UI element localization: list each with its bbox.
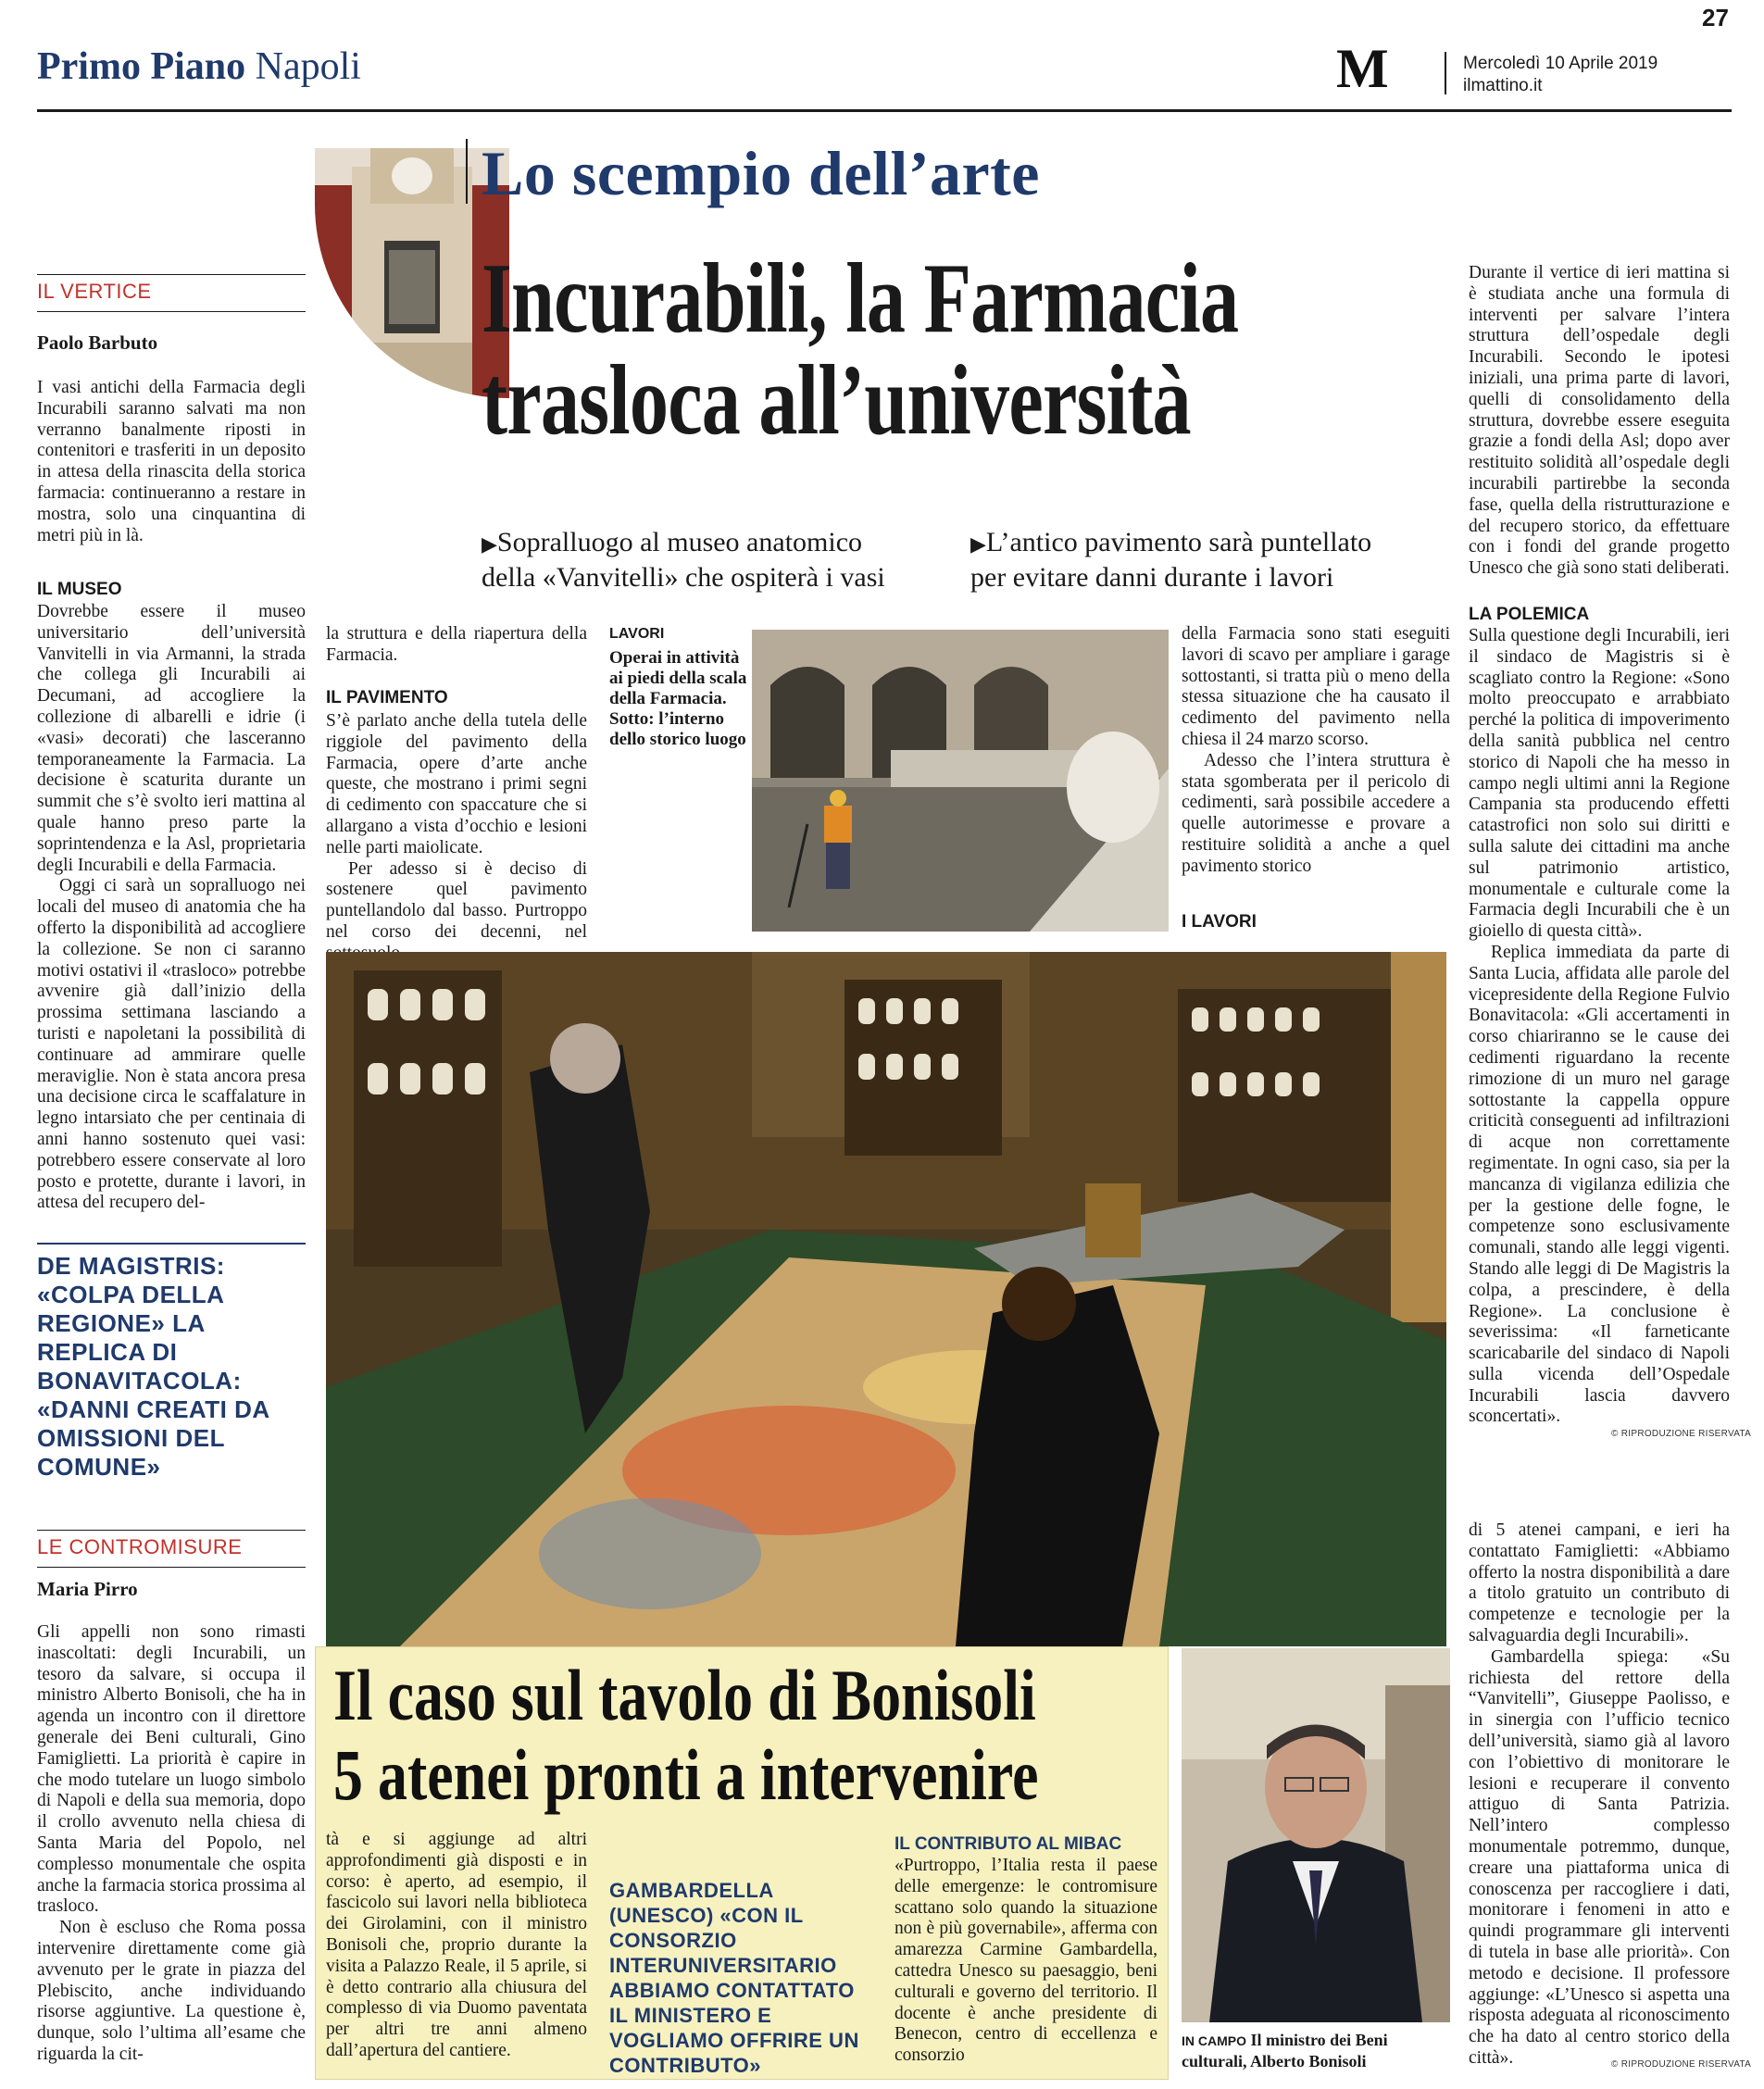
deck-left-line1: Sopralluogo al museo anatomico — [496, 527, 863, 557]
paragraph: Dovrebbe essere il museo universitario dell’università Vanvitelli in via Armanni, la strada che collega gli Incurabili ai Decumani, ad accogliere la collezione di albarelli e idrie (i «vasi» decorati) che lasceranno temporaneamente la Farmacia. La decisione è scaturita durante un summit che s’è svolto ieri mattina al quale hanno preso parte la soprintendenza e la Asl, proprietaria degli Incurabili e della Farmacia. — [37, 602, 306, 875]
deck-right — [970, 526, 1371, 594]
paragraph: Non è escluso che Roma possa intervenire direttamente come già avvenuto per le grate in piazza del Plebiscito, anche individuando risorse aggiuntive. La questione è, dunque, solo l’ultima all’esame che riguarda la cit- — [37, 1918, 306, 2064]
copyright-notice: © RIPRODUZIONE RISERVATA — [1611, 1429, 1752, 1439]
subhead-mibac: IL CONTRIBUTO AL MIBAC — [895, 1834, 1122, 1854]
copyright-notice: © RIPRODUZIONE RISERVATA — [1611, 2059, 1752, 2070]
triangle-bullet-icon: ▶ — [970, 532, 986, 556]
paragraph: Gambardella spiega: «Su richiesta del rettore della “Vanvitelli”, Giuseppe Paolisso, e in sinergia con l’ufficio tecnico dell’università, siamo già al lavoro con l’obiettivo di monitorare le lesioni e recuperare il convento attiguo di Santa Patrizia. Nell’intero complesso monumentale potremmo, dunque, creare una piattaforma unica di conoscenza per raccogliere i dati, monitorare i fenomeni in atto e quindi programmare gli interventi di tutela in base alle priorità». Con metodo e decisione. Il professore aggiunge: «L’Unesco si aspetta una risposta adeguata al riconoscimento che ha dato al centro storico della città». — [1469, 1646, 1730, 2068]
paragraph: Gli appelli non sono rimasti inascoltati: degli Incurabili, un tesoro da salvare, si occupa il ministro Alberto Bonisoli, che ha in agenda un incontro con il direttore generale dei Beni culturali, Gino Famiglietti. La priorità è capire in che modo tutelare un luogo simbolo di Napoli e della sua memoria, dopo il crollo avvenuto nella chiesa di Santa Maria del Popolo, nel complesso monumentale che ospita anche la farmacia storica prossima al trasloco. — [37, 1622, 306, 1917]
subhead-pavimento: IL PAVIMENTO — [326, 688, 448, 707]
section-primary: Primo Piano — [37, 45, 246, 88]
paragraph: «Purtroppo, l’Italia resta il paese delle emergenze: le contromisure scattano solo quando la situazione non è più governabile», afferma con amarezza Carmine Gambardella, cattedra Unesco su paesaggio, beni culturali e governo del territorio. Il docente è anche presidente di Benecon, centro di eccellenza e consorzio — [895, 1856, 1157, 2066]
kicker-rule — [37, 1567, 306, 1568]
paragraph: Sulla questione degli Incurabili, ieri il sindaco de Magistris si è scagliato contro la Regione: «Sono molto preoccupato e arrabbiato perché la politica di impoverimento della sanità pubblica nel centro storico di Napoli che ha messo in campo negli ultimi anni la Regione Campania sta producendo effetti catastrofici non solo sui diritti e sulla salute dei cittadini ma anche sul patrimonio artistico, monumentale e culturale come la Farmacia degli Incurabili che è un gioiello di questa città». — [1469, 626, 1730, 942]
article2-column-4 — [1469, 1520, 1730, 2070]
paragraph: Replica immediata da parte di Santa Lucia, affidata alle parole del vicepresidente della Regione Fulvio Bonavitacola: «Gli accertamenti in corso chiariranno se le cause dei cedimenti riguardano la recente rimozione di un muro nel garage sottostante la cappella oppure criticità conseguenti ad infiltrazioni di acque non correttamente regimentate. In ogni caso, sia per la mancanza di vigilanza edilizia che per la gestione delle fogne, le competenze sono esclusivamente comunali, stando alle leggi vigenti. Stando alle leggi di De Magistris la colpa, a prescindere, è della Regione». La conclusione è severissima: «Il farneticante scaricabarile del sindaco di Napoli sulla vicenda dell’Ospedale Incurabili lascia davvero sconcertati». — [1469, 942, 1730, 1427]
main-headline-line1: Incurabili, la Farmacia — [482, 244, 1239, 354]
deck-left — [482, 526, 885, 594]
deck-right-line2: per evitare danni durante i lavori — [970, 562, 1334, 593]
minister-portrait — [1182, 1648, 1450, 2022]
deck-left-line2: della «Vanvitelli» che ospiterà i vasi — [482, 562, 885, 593]
building-photo — [315, 148, 509, 398]
building-illustration — [315, 148, 509, 398]
article2-column-3 — [895, 1856, 1157, 2067]
kicker-rule — [37, 311, 306, 312]
subhead-polemica: LA POLEMICA — [1469, 605, 1590, 624]
header-divider — [1445, 52, 1446, 94]
paragraph: la struttura e della riapertura della Farmacia. — [326, 624, 587, 665]
kicker-rule — [37, 1530, 306, 1531]
kicker-rule — [37, 274, 306, 275]
article2-column-2 — [326, 1830, 587, 2062]
paragraph: di 5 atenei campani, e ieri ha contattato Famiglietti: «Abbiamo offerto la nostra disponibilità a dare a titolo gratuito un contributo di competenze e tecnologie per la salvaguardia degli Incurabili». — [1469, 1520, 1730, 1645]
paragraph: S’è parlato anche della tutela delle riggiole del pavimento della Farmacia, opere d’arte anche queste, che mostrano i primi segni di cedimento con spaccature che si allargano a vista d’occhio e lesioni nelle parti maiolicate. — [326, 711, 587, 857]
pharmacy-illustration — [326, 952, 1446, 1646]
portrait-illustration — [1182, 1648, 1450, 2022]
topic-title: Lo scempio dell’arte — [482, 138, 1040, 208]
section-label — [37, 44, 361, 89]
main-headline-line2: trasloca all’università — [482, 345, 1191, 456]
stair-illustration — [752, 630, 1169, 932]
website: ilmattino.it — [1463, 76, 1543, 95]
article-kicker: IL VERTICE — [37, 280, 152, 303]
article-column-2 — [326, 624, 587, 667]
paragraph: Durante il vertice di ieri mattina si è studiata anche una formula di interventi per salvare l’intera struttura dell’ospedale degli Incurabili. Secondo le ipotesi iniziali, una prima parte di lavori, quelli di consolidamento della struttura, dovrebbe essere eseguita grazie a fondi della Asl; dopo aver restituito solidità all’ospedale degli incurabili partirebbe la seconda fase, quella della ristrutturazione e del recupero storico, da effettuare con i fondi del grande progetto Unesco che già sono stati deliberati. — [1469, 263, 1730, 579]
portrait-caption — [1182, 2030, 1450, 2071]
paragraph: della Farmacia sono stati eseguiti lavori di scavo per ampliare i garage sottostanti, si tratta più o meno della stessa situazione che ha causato il cedimento del pavimento nella chiesa il 24 marzo scorso. — [1182, 624, 1450, 749]
portrait-caption-kicker: IN CAMPO — [1182, 2033, 1246, 2048]
main-headline — [482, 244, 1239, 456]
article2-headline-line1: Il caso sul tavolo di Bonisoli — [333, 1655, 1036, 1735]
article-intro: I vasi antichi della Farmacia degli Incurabili saranno salvati ma non verranno banalmente riposti in contenitori e trasferiti in un deposito in attesa della rinascita della storica farmacia: continueranno a restare in mostra, solo una cinquantina di metri più in là. — [37, 378, 306, 545]
pull-quote-rule — [37, 1243, 306, 1245]
photo-caption: Operai in attività ai piedi della scala della Farmacia. Sotto: l’interno dello storico luogo — [609, 648, 747, 749]
headline-divider — [466, 139, 468, 204]
issue-date: Mercoledì 10 Aprile 2019 — [1463, 54, 1658, 73]
stair-photo — [752, 630, 1169, 932]
masthead-logo: M — [1336, 38, 1389, 99]
paragraph: Per adesso si è deciso di sostenere quel pavimento puntellandolo dal basso. Purtroppo nel corso dei decenni, nel — [326, 858, 587, 942]
subhead-museo: IL MUSEO — [37, 580, 122, 599]
article-column-2-body — [326, 711, 587, 965]
pharmacy-interior-photo — [326, 952, 1446, 1646]
article-column-4-body — [1469, 626, 1730, 1428]
article-kicker: LE CONTROMISURE — [37, 1535, 243, 1558]
article-author: Paolo Barbuto — [37, 331, 158, 354]
article-column-1-body — [37, 602, 306, 1214]
section-city: Napoli — [255, 45, 361, 88]
article-column-3 — [1182, 624, 1450, 878]
article2-headline — [333, 1656, 1038, 1815]
article2-headline-line2: 5 atenei pronti a intervenire — [333, 1734, 1039, 1815]
article-column-4 — [1469, 263, 1730, 580]
paragraph: tà e si aggiunge ad altri approfondimenti già disposti e in corso: è aperto, ad esempio, il fascicolo sui lavori nella biblioteca dei Girolamini, con il ministro Bonisoli che, proprio durante la visita a Palazzo Reale, il 5 aprile, si è detto contrario alla chiusura del complesso di via Duomo paventata per altri tre anni almeno dall’apertura del cantiere. — [326, 1830, 587, 2060]
pull-quote: DE MAGISTRIS: «COLPA DELLA REGIONE» LA REPLICA DI BONAVITACOLA: «DANNI CREATI DA OMISSIONI DEL COMUNE» — [37, 1252, 269, 1481]
deck-right-line1: L’antico pavimento sarà puntellato — [985, 527, 1372, 557]
paragraph: Oggi ci sarà un sopralluogo nei locali del museo di anatomia che ha offerto la disponibilità ad accogliere la collezione. Se non ci saranno motivi ostativi il «trasloco» potrebbe avvenire già dall’inizio della prossima settimana lasciando a turisti e napoletani la possibilità di continuare ad ammirare quelle meraviglie. Non è stata ancora presa una decisione circa le scaffalature in legno intarsiato che per centinaia di anni hanno sostenuto quei vasi: potrebbero essere conservate al loro posto e protette, durante i lavori, in attesa del recupero del- — [37, 876, 306, 1213]
header-rule — [37, 109, 1732, 112]
subhead-lavori: I LAVORI — [1182, 912, 1257, 932]
article-author: Maria Pirro — [37, 1578, 138, 1600]
caption-kicker: LAVORI — [609, 626, 665, 642]
page-number: 27 — [1702, 4, 1729, 31]
portrait-caption-text: Il ministro dei Beni culturali, Alberto Bonisoli — [1182, 2031, 1388, 2070]
article2-column-1 — [37, 1622, 306, 2066]
paragraph: Adesso che l’intera struttura è stata sgomberata per il pericolo di cedimenti, sarà possibile accedere a quelle autorimesse e provare a restituire solidità a anche a quel pavimento storico — [1182, 750, 1450, 876]
article2-pull-quote: GAMBARDELLA (UNESCO) «CON IL CONSORZIO INTERUNIVERSITARIO ABBIAMO CONTATTATO IL MINISTERO E VOGLIAMO OFFRIRE UN CONTRIBUTO» — [609, 1879, 859, 2077]
article-column-1 — [37, 378, 306, 546]
triangle-bullet-icon: ▶ — [482, 532, 497, 556]
